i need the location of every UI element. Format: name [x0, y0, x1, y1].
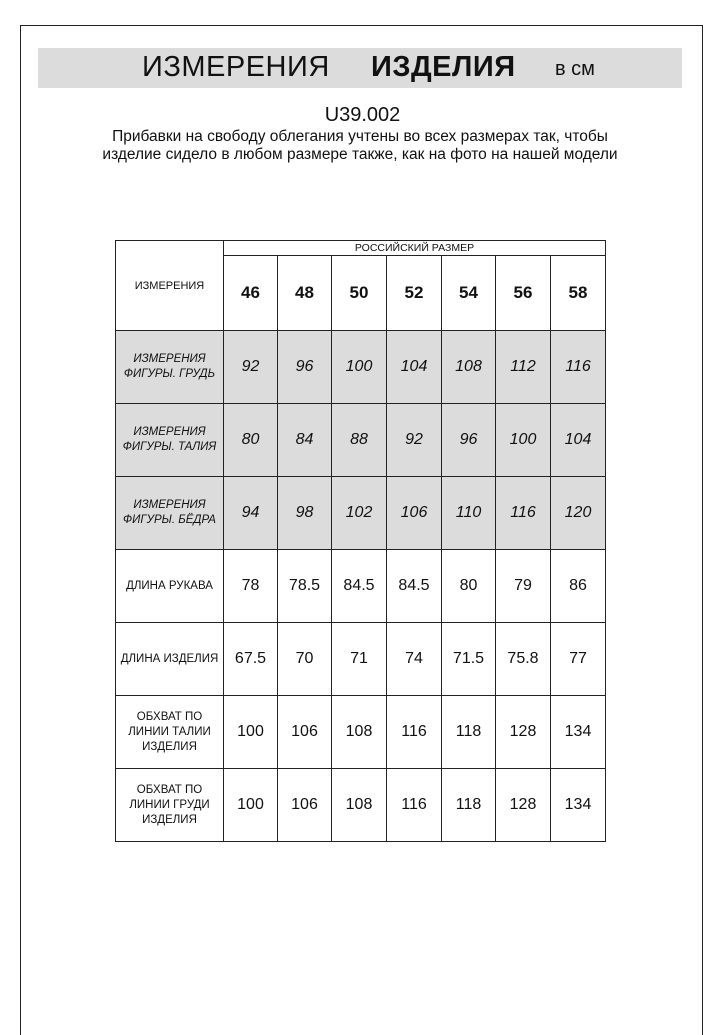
measurement-value: 100	[224, 769, 278, 842]
measurement-label: ДЛИНА РУКАВА	[116, 550, 224, 623]
measurement-value: 128	[496, 696, 551, 769]
measurement-value: 86	[551, 550, 606, 623]
measurement-value: 78.5	[278, 550, 332, 623]
measurement-value: 70	[278, 623, 332, 696]
fit-note: Прибавки на свободу облегания учтены во всех размерах так, чтобы изделие сидело в любом размере также, как на фото на нашей модели	[102, 128, 618, 163]
size-header-cell: 58	[551, 256, 606, 331]
measurement-value: 116	[387, 769, 442, 842]
measurement-value: 120	[551, 477, 606, 550]
measurement-value: 92	[224, 331, 278, 404]
measurement-value: 118	[442, 769, 496, 842]
title-banner	[38, 48, 682, 88]
measurement-row	[116, 550, 606, 623]
measurement-value: 116	[496, 477, 551, 550]
measurement-value: 88	[332, 404, 387, 477]
measurement-value: 108	[442, 331, 496, 404]
measurement-value: 134	[551, 769, 606, 842]
measurement-label: ОБХВАТ ПО ЛИНИИ ТАЛИИ ИЗДЕЛИЯ	[116, 696, 224, 769]
measurement-value: 116	[551, 331, 606, 404]
measurement-value: 110	[442, 477, 496, 550]
title-bold: ИЗДЕЛИЯ	[371, 51, 516, 83]
measurement-value: 98	[278, 477, 332, 550]
measurement-value: 106	[278, 696, 332, 769]
size-header-cell: 50	[332, 256, 387, 331]
measurement-value: 80	[442, 550, 496, 623]
measurement-value: 71	[332, 623, 387, 696]
measurement-value: 102	[332, 477, 387, 550]
size-header-cell: 48	[278, 256, 332, 331]
measurement-value: 84.5	[387, 550, 442, 623]
measurement-row	[116, 404, 606, 477]
measurement-value: 100	[496, 404, 551, 477]
measurement-value: 92	[387, 404, 442, 477]
measurement-row	[116, 477, 606, 550]
measurement-value: 94	[224, 477, 278, 550]
size-header-cell: 54	[442, 256, 496, 331]
measurement-value: 80	[224, 404, 278, 477]
measurement-value: 77	[551, 623, 606, 696]
measurement-value: 108	[332, 769, 387, 842]
size-group-label: РОССИЙСКИЙ РАЗМЕР	[224, 241, 606, 256]
measurement-row	[116, 331, 606, 404]
measurement-label: ИЗМЕРЕНИЯ ФИГУРЫ. ГРУДЬ	[116, 331, 224, 404]
size-header-cell: 52	[387, 256, 442, 331]
measurement-value: 79	[496, 550, 551, 623]
measurement-label: ДЛИНА ИЗДЕЛИЯ	[116, 623, 224, 696]
product-code: U39.002	[324, 104, 401, 126]
size-header-cell: 56	[496, 256, 551, 331]
measurement-value: 118	[442, 696, 496, 769]
measurement-row	[116, 769, 606, 842]
measurement-row	[116, 696, 606, 769]
measurement-value: 96	[278, 331, 332, 404]
measurement-value: 100	[332, 331, 387, 404]
measurement-value: 75.8	[496, 623, 551, 696]
measurement-value: 84.5	[332, 550, 387, 623]
corner-label: ИЗМЕРЕНИЯ	[116, 241, 224, 331]
measurement-value: 104	[387, 331, 442, 404]
title-regular: ИЗМЕРЕНИЯ	[142, 51, 330, 83]
measurement-value: 128	[496, 769, 551, 842]
measurement-label: ИЗМЕРЕНИЯ ФИГУРЫ. БЁДРА	[116, 477, 224, 550]
measurement-value: 108	[332, 696, 387, 769]
measurement-value: 104	[551, 404, 606, 477]
measurement-value: 100	[224, 696, 278, 769]
measurement-value: 74	[387, 623, 442, 696]
measurement-value: 112	[496, 331, 551, 404]
size-table	[115, 240, 606, 842]
measurement-value: 96	[442, 404, 496, 477]
title-unit: в см	[555, 58, 595, 80]
measurement-value: 106	[278, 769, 332, 842]
measurement-value: 134	[551, 696, 606, 769]
measurement-value: 71.5	[442, 623, 496, 696]
size-header-cell: 46	[224, 256, 278, 331]
measurement-label: ОБХВАТ ПО ЛИНИИ ГРУДИ ИЗДЕЛИЯ	[116, 769, 224, 842]
measurement-label: ИЗМЕРЕНИЯ ФИГУРЫ. ТАЛИЯ	[116, 404, 224, 477]
measurement-row	[116, 623, 606, 696]
measurement-value: 67.5	[224, 623, 278, 696]
measurement-value: 116	[387, 696, 442, 769]
measurement-value: 84	[278, 404, 332, 477]
measurement-value: 106	[387, 477, 442, 550]
measurement-value: 78	[224, 550, 278, 623]
